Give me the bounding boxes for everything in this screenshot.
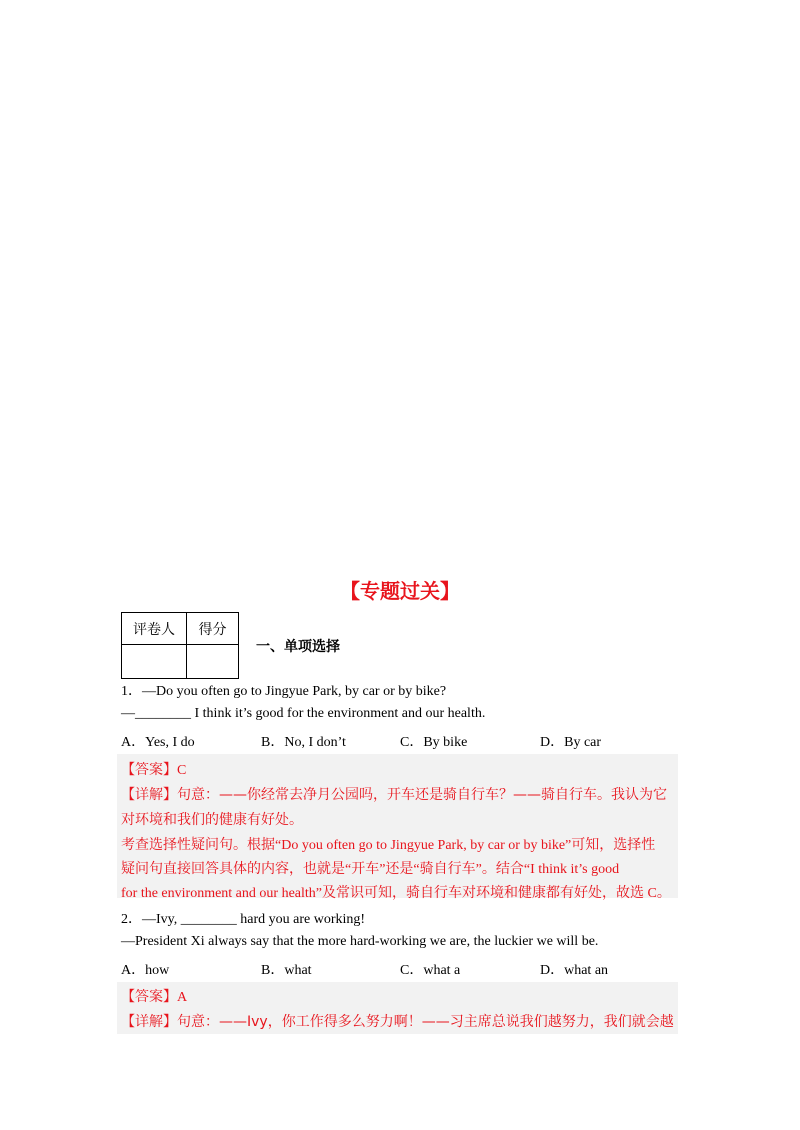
question-2-option-a: A．how bbox=[121, 963, 170, 978]
answer-tag: 【答案】 bbox=[121, 989, 177, 1005]
question-1-detail-line-1 bbox=[121, 784, 667, 804]
question-1-reply: —________ I think it’s good for the environment and our health. bbox=[121, 706, 486, 721]
score-header: 得分 bbox=[187, 613, 239, 645]
score-table bbox=[121, 612, 239, 679]
question-1-detail-line-4: 疑问句直接回答具体的内容，也就是“开车”还是“骑自行车”。结合“I think it’s good bbox=[121, 862, 620, 877]
question-1-prompt: 1．—Do you often go to Jingyue Park, by car or by bike? bbox=[121, 684, 447, 699]
detail-tag: 【详解】 bbox=[121, 787, 177, 803]
section-title: 一、单项选择 bbox=[256, 639, 340, 655]
score-cell bbox=[187, 645, 239, 679]
question-1-option-c: C．By bike bbox=[400, 735, 468, 750]
reviewer-header: 评卷人 bbox=[122, 613, 187, 645]
question-2-option-d: D．what an bbox=[540, 963, 609, 978]
question-1-detail-line-5: for the environment and our health”及常识可知，骑自行车对环境和健康都有好处，故选 C。 bbox=[121, 886, 671, 901]
question-2-reply: —President Xi always say that the more hard-working we are, the luckier we will be. bbox=[121, 934, 599, 949]
detail-text: 句意：——Ivy，你工作得多么努力啊！——习主席总说我们越努力，我们就会越 bbox=[177, 1014, 674, 1030]
question-2-prompt: 2．—Ivy, ________ hard you are working! bbox=[121, 912, 366, 927]
reviewer-cell bbox=[122, 645, 187, 679]
question-1-answer bbox=[121, 759, 186, 779]
detail-tag: 【详解】 bbox=[121, 1014, 177, 1030]
question-1-detail-line-3: 考查选择性疑问句。根据“Do you often go to Jingyue Park, by car or by bike”可知，选择性 bbox=[121, 838, 656, 853]
question-1-detail-line-2: 对环境和我们的健康有好处。 bbox=[121, 812, 303, 828]
answer-value: A bbox=[177, 990, 188, 1005]
question-2-option-b: B．what bbox=[261, 963, 312, 978]
question-1-option-d: D．By car bbox=[540, 735, 602, 750]
question-1-option-a: A．Yes, I do bbox=[121, 735, 195, 750]
question-2-detail-line-1 bbox=[121, 1011, 674, 1031]
detail-text: 句意：——你经常去净月公园吗，开车还是骑自行车？——骑自行车。我认为它 bbox=[177, 787, 667, 803]
page-heading: 【专题过关】 bbox=[340, 579, 460, 603]
question-2-option-c: C．what a bbox=[400, 963, 461, 978]
answer-value: C bbox=[177, 763, 187, 778]
answer-tag: 【答案】 bbox=[121, 762, 177, 778]
question-1-option-b: B．No, I don’t bbox=[261, 735, 346, 750]
question-2-answer bbox=[121, 986, 187, 1006]
